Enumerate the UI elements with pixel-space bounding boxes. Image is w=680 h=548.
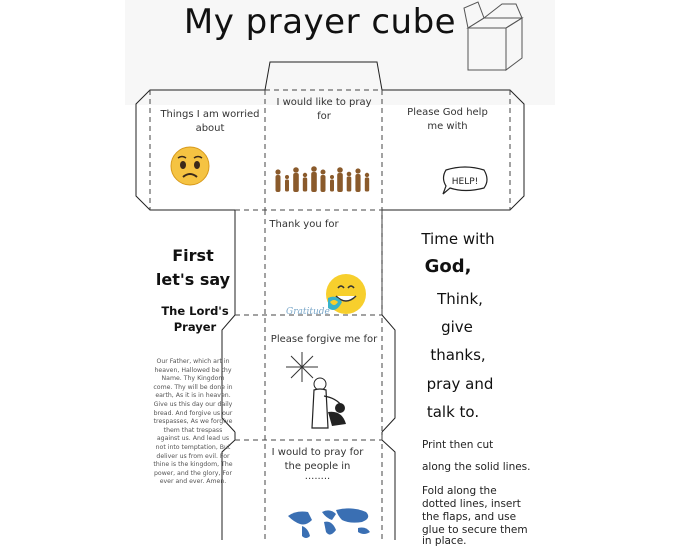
face-help-label: Please God help me with	[407, 107, 488, 132]
jesus-forgiving-icon	[284, 350, 354, 432]
world-map-icon	[286, 506, 376, 540]
instruction-print: Print then cut	[422, 439, 494, 451]
face-forgive-label: Please forgive me for	[270, 334, 378, 345]
prayer-heading: Prayer	[173, 320, 217, 334]
give-text: give	[441, 318, 473, 336]
instruction-fold1: Fold along the	[422, 485, 497, 497]
face-worried-label: Things I am worried about	[160, 109, 260, 134]
thanks-text: thanks,	[430, 346, 486, 364]
instruction-fold3: the flaps, and use	[422, 511, 517, 523]
people-silhouettes-icon	[272, 160, 377, 195]
time-with-text: Time with	[421, 230, 495, 248]
help-bubble-text: HELP!	[451, 177, 479, 187]
instruction-fold2: dotted lines, insert	[422, 498, 521, 510]
first-heading: First	[172, 246, 214, 265]
page-title: My prayer cube	[183, 2, 457, 42]
lets-say-heading: let's say	[155, 270, 231, 289]
face-thank-label: Thank you for	[269, 219, 339, 230]
gratitude-text: Gratitude	[286, 307, 330, 317]
instruction-along: along the solid lines.	[422, 461, 531, 473]
instruction-fold5: in place.	[422, 535, 467, 547]
instruction-fold4: glue to secure them	[422, 524, 528, 536]
think-text: Think,	[437, 290, 483, 308]
face-people-dots: ........	[304, 471, 331, 482]
lords-prayer-text: Our Father, which art in heaven, Hallowed be thy Name. Thy Kingdom come. Thy will be done in earth, As it is in heaven. Give us this day our daily bread. And forgive us our trespasses, As we forgive them that trespass against us. And lead us not into temptation, But deliver us from evil. For thine is the kingdom, The power, and the glory, For ever and ever. Amen.	[153, 358, 233, 486]
face-people-label: I would to pray for the people in	[271, 447, 364, 472]
face-pray-for-label: I would like to pray for	[276, 97, 372, 122]
pray-and-text: pray and	[426, 375, 494, 393]
lords-heading: The Lord's	[161, 304, 229, 318]
gratitude-smiley-icon	[284, 272, 374, 318]
talk-to-text: talk to.	[426, 403, 480, 421]
help-speech-bubble-icon	[440, 166, 490, 196]
god-text: God,	[424, 256, 472, 277]
worried-face-icon	[170, 146, 210, 186]
